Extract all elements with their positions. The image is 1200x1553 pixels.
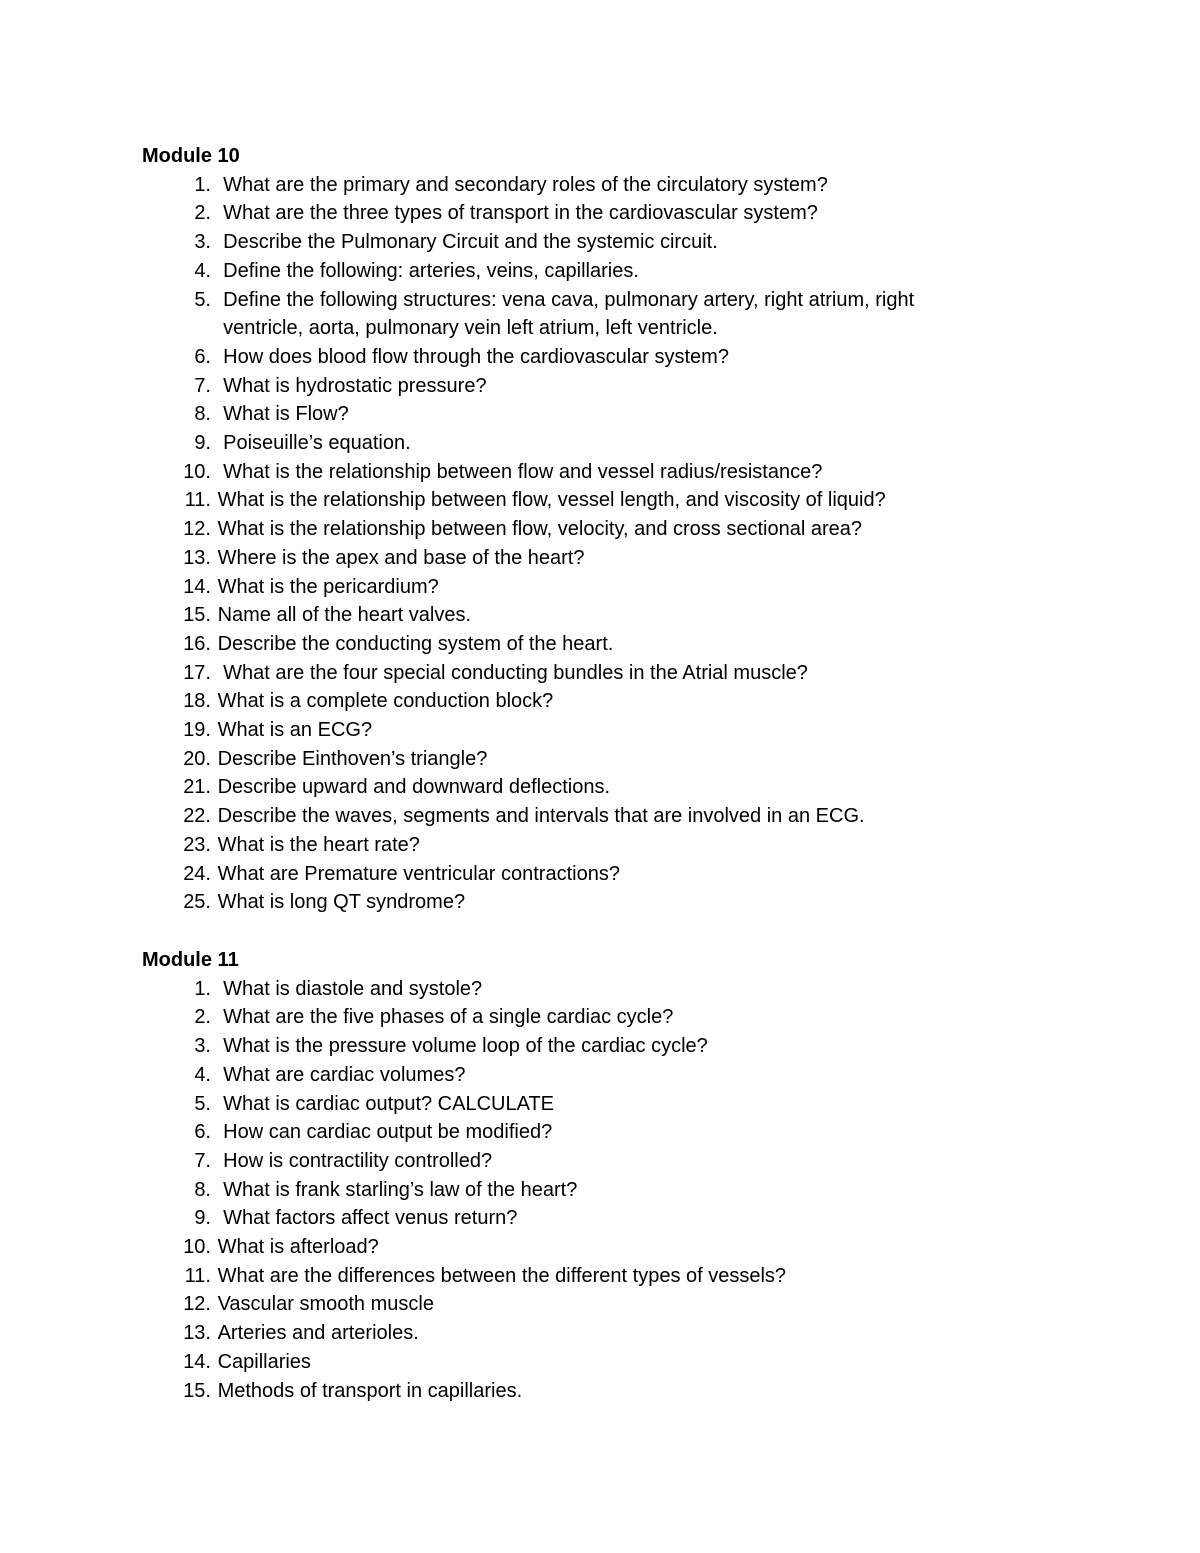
- question-text: Describe the conducting system of the heart.: [212, 632, 614, 655]
- list-item: [142, 573, 1002, 602]
- question-text: How is contractility controlled?: [212, 1149, 493, 1172]
- list-item: [142, 1290, 1002, 1319]
- question-text: Arteries and arterioles.: [212, 1322, 419, 1345]
- module-title: Module 11: [142, 949, 239, 971]
- list-item: [142, 343, 1002, 372]
- question-text: What are the differences between the different types of vessels?: [212, 1264, 787, 1287]
- question-text: What are cardiac volumes?: [212, 1063, 466, 1086]
- list-item: [142, 400, 1002, 429]
- question-text: What factors affect venus return?: [212, 1207, 518, 1230]
- list-item: [142, 1262, 1002, 1291]
- list-item: [142, 1176, 1002, 1205]
- question-number: 20.: [183, 747, 211, 770]
- question-number: 15.: [183, 604, 211, 627]
- list-item: [142, 1204, 1002, 1233]
- list-item: [142, 1147, 1002, 1176]
- question-number: 21.: [183, 776, 211, 799]
- question-number: 7.: [194, 1149, 211, 1172]
- question-text: Capillaries: [212, 1350, 311, 1373]
- question-text: What are Premature ventricular contractions?: [212, 862, 620, 885]
- question-text: What is a complete conduction block?: [212, 690, 554, 713]
- question-text: What is long QT syndrome?: [212, 891, 466, 914]
- list-item: [142, 486, 1002, 515]
- question-number: 14.: [183, 575, 211, 598]
- question-text: What are the three types of transport in the cardiovascular system?: [212, 202, 818, 225]
- question-text: How does blood flow through the cardiovascular system?: [212, 345, 729, 368]
- question-text: What is cardiac output? CALCULATE: [212, 1092, 555, 1115]
- question-text: What is an ECG?: [212, 719, 373, 742]
- question-number: 16.: [183, 632, 211, 655]
- question-number: 24.: [183, 862, 211, 885]
- question-text: What is hydrostatic pressure?: [212, 374, 487, 397]
- question-text: What are the five phases of a single cardiac cycle?: [212, 1006, 674, 1029]
- question-number: 1.: [194, 173, 211, 196]
- question-text: Define the following: arteries, veins, capillaries.: [212, 259, 639, 282]
- question-number: 11.: [184, 1264, 211, 1287]
- question-number: 13.: [183, 1322, 211, 1345]
- list-item: [142, 171, 1002, 200]
- list-item: [142, 1032, 1002, 1061]
- question-number: 11.: [184, 489, 211, 512]
- list-item: [142, 1233, 1002, 1262]
- list-item: [142, 429, 1002, 458]
- question-number: 15.: [183, 1379, 211, 1402]
- question-text: What is the pressure volume loop of the cardiac cycle?: [212, 1035, 708, 1058]
- question-number: 25.: [183, 891, 211, 914]
- question-text: Describe the Pulmonary Circuit and the systemic circuit.: [212, 231, 718, 254]
- question-number: 9.: [194, 1207, 211, 1230]
- list-item: [142, 257, 1002, 286]
- question-number: 2.: [194, 202, 211, 225]
- list-item: [142, 601, 1002, 630]
- question-number: 12.: [183, 1293, 211, 1316]
- question-number: 8.: [194, 403, 211, 426]
- question-text: What is the relationship between flow, velocity, and cross sectional area?: [212, 518, 862, 541]
- question-text: What is diastole and systole?: [212, 977, 483, 1000]
- list-item: [142, 544, 1002, 573]
- module-10-section: [142, 142, 1002, 917]
- list-item: [142, 286, 1002, 343]
- list-item: [142, 458, 1002, 487]
- question-text: What is the heart rate?: [212, 833, 420, 856]
- question-text: What is frank starling’s law of the heart?: [212, 1178, 578, 1201]
- list-item: [142, 659, 1002, 688]
- question-number: 23.: [183, 833, 211, 856]
- question-number: 17.: [183, 661, 211, 684]
- question-number: 10.: [183, 460, 211, 483]
- question-number: 5.: [194, 1092, 211, 1115]
- question-number: 22.: [183, 805, 211, 828]
- question-text: Vascular smooth muscle: [212, 1293, 434, 1316]
- question-text: Define the following structures: vena cava, pulmonary artery, right atrium, right ventricle, aorta, pulmonary vein left atrium, left ventricle.: [223, 288, 915, 340]
- list-item: [142, 1319, 1002, 1348]
- question-number: 12.: [183, 518, 211, 541]
- question-number: 14.: [183, 1350, 211, 1373]
- module-11-section: [142, 946, 1002, 1405]
- list-item: [142, 199, 1002, 228]
- question-text: Name all of the heart valves.: [212, 604, 472, 627]
- question-text: Describe the waves, segments and intervals that are involved in an ECG.: [212, 805, 865, 828]
- list-item: [142, 745, 1002, 774]
- question-number: 10.: [183, 1236, 211, 1259]
- question-text: Describe upward and downward deflections.: [212, 776, 611, 799]
- list-item: [142, 1090, 1002, 1119]
- question-text: What is the relationship between flow, vessel length, and viscosity of liquid?: [212, 489, 886, 512]
- question-list: [142, 975, 1002, 1406]
- question-text: Methods of transport in capillaries.: [212, 1379, 523, 1402]
- question-text: Where is the apex and base of the heart?: [212, 546, 585, 569]
- question-number: 5.: [194, 288, 211, 311]
- list-item: [142, 716, 1002, 745]
- question-number: 2.: [194, 1006, 211, 1029]
- question-text: Describe Einthoven’s triangle?: [212, 747, 488, 770]
- question-text: What is the pericardium?: [212, 575, 439, 598]
- question-text: What is the relationship between flow and vessel radius/resistance?: [212, 460, 823, 483]
- question-number: 19.: [183, 719, 211, 742]
- question-number: 3.: [194, 1035, 211, 1058]
- list-item: [142, 1348, 1002, 1377]
- question-number: 3.: [194, 231, 211, 254]
- list-item: [142, 228, 1002, 257]
- question-number: 18.: [183, 690, 211, 713]
- question-text: What are the four special conducting bundles in the Atrial muscle?: [212, 661, 808, 684]
- question-number: 9.: [194, 432, 211, 455]
- list-item: [142, 831, 1002, 860]
- question-number: 4.: [194, 1063, 211, 1086]
- question-text: What is Flow?: [212, 403, 349, 426]
- question-text: How can cardiac output be modified?: [212, 1121, 553, 1144]
- question-number: 1.: [194, 977, 211, 1000]
- list-item: [142, 1061, 1002, 1090]
- list-item: [142, 860, 1002, 889]
- question-number: 6.: [194, 345, 211, 368]
- module-title: Module 10: [142, 145, 240, 167]
- question-number: 4.: [194, 259, 211, 282]
- list-item: [142, 802, 1002, 831]
- list-item: [142, 888, 1002, 917]
- list-item: [142, 773, 1002, 802]
- list-item: [142, 975, 1002, 1004]
- question-number: 6.: [194, 1121, 211, 1144]
- question-number: 13.: [183, 546, 211, 569]
- question-number: 7.: [194, 374, 211, 397]
- list-item: [142, 1003, 1002, 1032]
- list-item: [142, 1118, 1002, 1147]
- question-number: 8.: [194, 1178, 211, 1201]
- question-text: Poiseuille’s equation.: [212, 432, 411, 455]
- question-list: [142, 171, 1002, 917]
- list-item: [142, 372, 1002, 401]
- list-item: [142, 1377, 1002, 1406]
- question-text: What is afterload?: [212, 1236, 379, 1259]
- question-text: What are the primary and secondary roles of the circulatory system?: [212, 173, 828, 196]
- list-item: [142, 515, 1002, 544]
- list-item: [142, 687, 1002, 716]
- list-item: [142, 630, 1002, 659]
